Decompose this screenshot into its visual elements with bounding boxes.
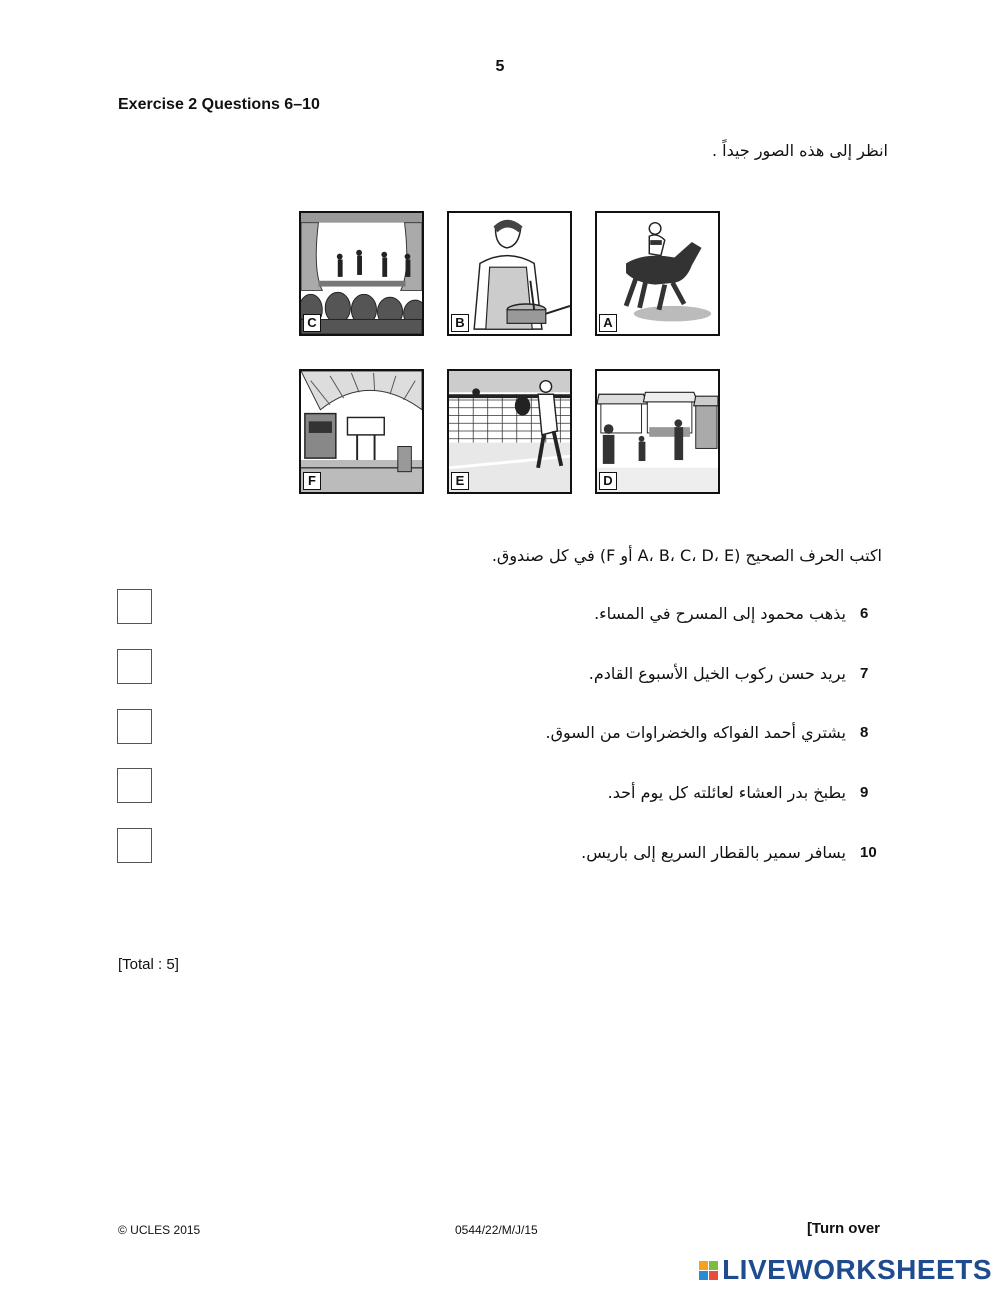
question-number: 6 (860, 604, 869, 622)
question-text: يشتري أحمد الفواكه والخضراوات من السوق. (545, 722, 846, 742)
picture-cooking (447, 211, 572, 336)
liveworksheets-logo (699, 1254, 992, 1286)
picture-theatre (299, 211, 424, 336)
picture-tennis (447, 369, 572, 494)
instruction-look: انظر إلى هذه الصور جيداً . (712, 141, 888, 160)
picture-market (595, 369, 720, 494)
question-text: يذهب محمود إلى المسرح في المساء. (594, 603, 846, 623)
answer-box-7[interactable] (117, 649, 152, 684)
picture-label-e: E (451, 472, 469, 490)
question-number: 9 (860, 783, 869, 801)
question-number: 7 (860, 664, 869, 682)
answer-box-8[interactable] (117, 709, 152, 744)
picture-label-a: A (599, 314, 617, 332)
paper-code: 0544/22/M/J/15 (455, 1223, 538, 1237)
question-text: يسافر سمير بالقطار السريع إلى باريس. (581, 842, 846, 862)
picture-label-b: B (451, 314, 469, 332)
question-10 (581, 840, 880, 864)
liveworksheets-logo-text: LIVEWORKSHEETS (722, 1254, 992, 1285)
question-9 (608, 780, 880, 804)
turn-over: [Turn over (806, 1220, 880, 1237)
picture-train-station (299, 369, 424, 494)
total-marks: [Total : 5] (118, 956, 179, 973)
instruction-write: اكتب الحرف الصحيح (A، B، C، D، E أو F) في كل صندوق. (491, 546, 882, 565)
question-number: 8 (860, 723, 869, 741)
copyright: © UCLES 2015 (118, 1223, 201, 1237)
exercise-title: Exercise 2 Questions 6–10 (118, 96, 320, 113)
picture-label-c: C (303, 314, 321, 332)
picture-label-f: F (303, 472, 321, 490)
question-7 (589, 661, 880, 685)
question-text: يريد حسن ركوب الخيل الأسبوع القادم. (588, 663, 846, 683)
answer-box-10[interactable] (117, 828, 152, 863)
question-text: يطبخ بدر العشاء لعائلته كل يوم أحد. (607, 782, 846, 802)
page-number: 5 (495, 58, 505, 75)
picture-horse-riding (595, 211, 720, 336)
question-number: 10 (860, 843, 877, 861)
answer-box-6[interactable] (117, 589, 152, 624)
liveworksheets-logo-icon (699, 1261, 718, 1280)
question-6 (594, 601, 880, 625)
question-8 (545, 720, 880, 744)
answer-box-9[interactable] (117, 768, 152, 803)
picture-label-d: D (599, 472, 617, 490)
